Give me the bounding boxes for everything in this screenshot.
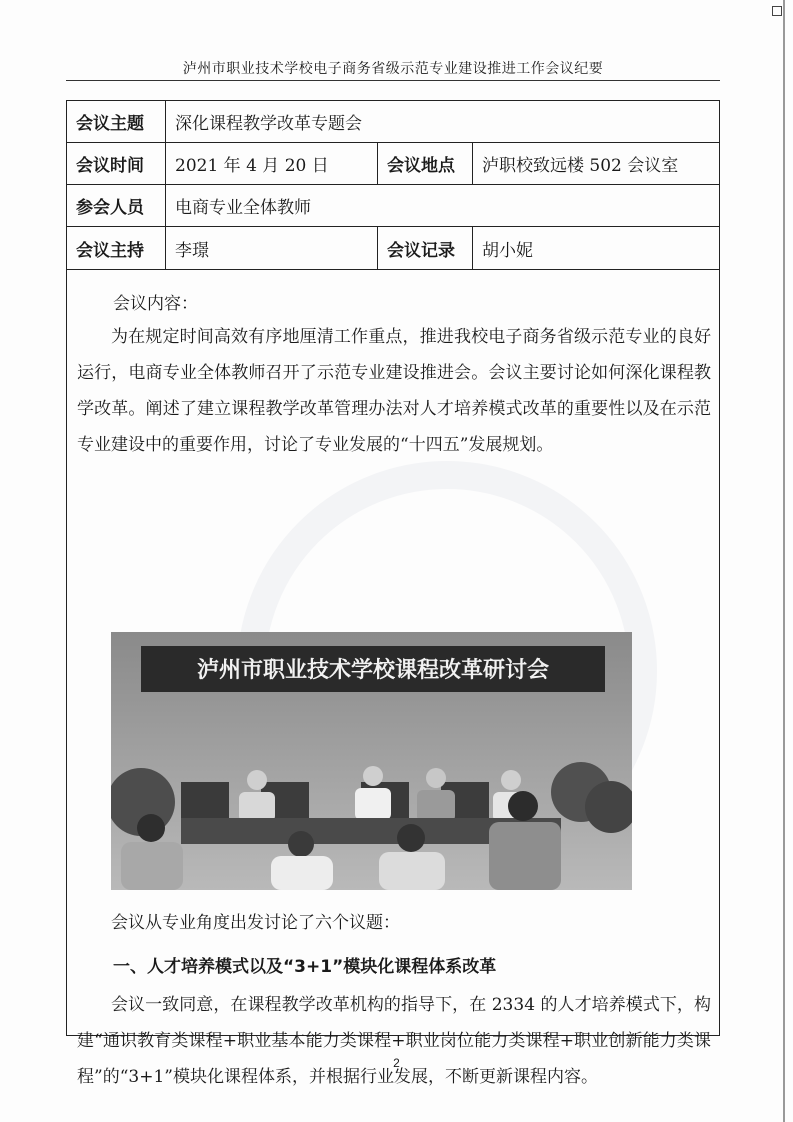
intro-paragraph: 为在规定时间高效有序地厘清工作重点，推进我校电子商务省级示范专业的良好运行，电商专业全体教师召开了示范专业建设推进会。会议主要讨论如何深化课程教学改革。阐述了建立课程教学改革管理办法对人才培养模式改革的重要性以及在示范专业建设中的重要作用，讨论了专业发展的“十四五”发展规划。 <box>77 327 711 455</box>
section-1-title: 一、人才培养模式以及“3+1”模块化课程体系改革 <box>113 957 497 977</box>
time-label: 会议时间 <box>67 143 166 184</box>
attendees-label: 参会人员 <box>67 185 166 226</box>
row-attendees <box>67 185 719 227</box>
scan-edge <box>783 0 785 1122</box>
time-value: 2021 年 4 月 20 日 <box>166 143 378 184</box>
location-value: 泸职校致远楼 502 会议室 <box>482 156 679 176</box>
location-label: 会议地点 <box>378 143 473 184</box>
topics-intro: 会议从专业角度出发讨论了六个议题： <box>111 913 400 933</box>
topic-label: 会议主题 <box>67 101 166 142</box>
meeting-minutes-frame <box>66 100 720 1087</box>
corner-mark <box>772 6 782 16</box>
row-time-location <box>67 143 719 185</box>
recorder-value: 胡小妮 <box>482 240 533 261</box>
row-host-recorder <box>67 227 719 270</box>
recorder-label: 会议记录 <box>378 227 473 269</box>
row-topic <box>67 101 719 143</box>
host-label: 会议主持 <box>67 227 166 269</box>
attendees-value: 电商专业全体教师 <box>175 198 311 218</box>
header-divider <box>66 80 720 81</box>
section-1-body: 会议一致同意，在课程教学改革机构的指导下，在 2334 的人才培养模式下，构建“通识教育类课程+职业基本能力类课程+职业岗位能力类课程+职业创新能力类课程”的“3+1”模块化课程体系，并根据行业发展，不断更新课程内容。 <box>77 995 711 1087</box>
host-value: 李璟 <box>166 227 378 269</box>
page-number: 2 <box>393 1056 400 1070</box>
topic-value: 深化课程教学改革专题会 <box>175 114 362 134</box>
page-header-title: 泸州市职业技术学校电子商务省级示范专业建设推进工作会议纪要 <box>182 61 604 77</box>
content-heading: 会议内容： <box>113 294 198 314</box>
meeting-photo-image <box>111 632 632 890</box>
photo-banner-text: 泸州市职业技术学校课程改革研讨会 <box>196 658 550 683</box>
meeting-photo <box>111 632 632 890</box>
